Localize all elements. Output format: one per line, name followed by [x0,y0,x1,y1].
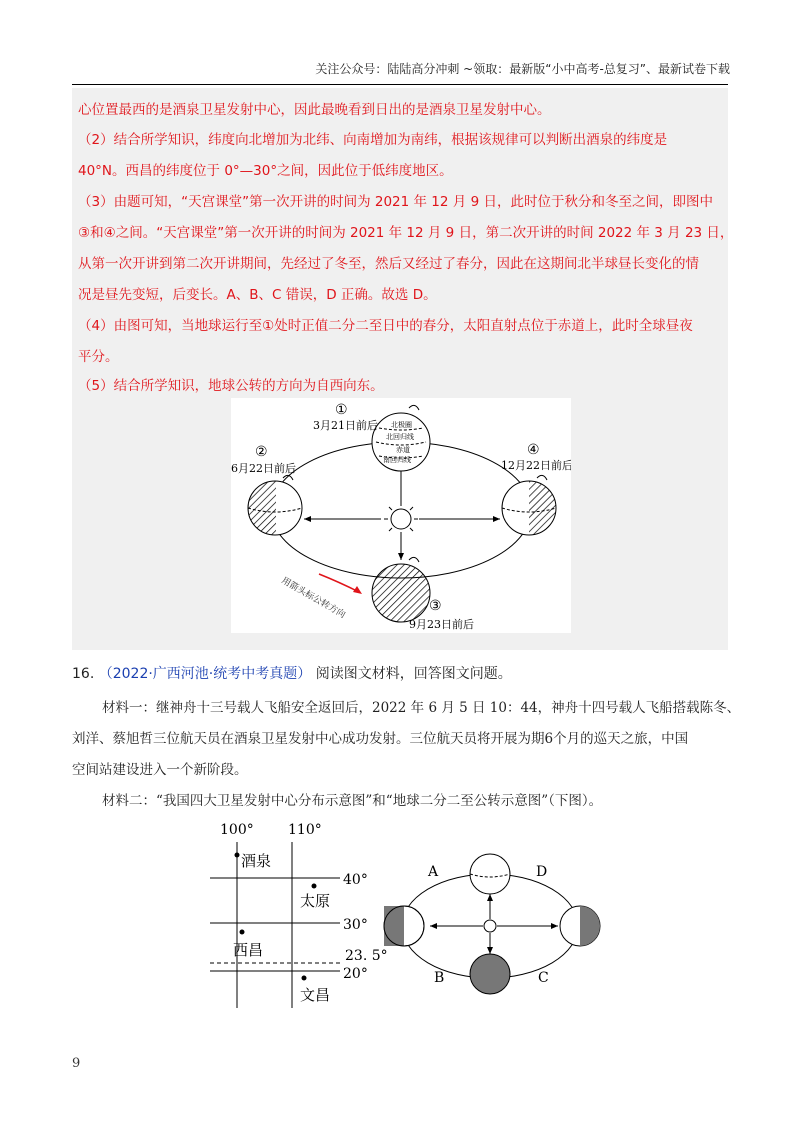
longitude-label: 110° [288,822,322,838]
material-line: 刘洋、蔡旭哲三位航天员在酒泉卫星发射中心成功发射。三位航天员将开展为期6个月的巡天之旅，中国 [72,731,689,747]
position-number: ② [255,444,268,460]
city-label: 太原 [300,892,331,910]
material-line: 材料二：“我国四大卫星发射中心分布示意图”和“地球二分二至公转示意图”（下图）。 [102,793,603,809]
page-number: 9 [72,1056,81,1071]
position-number: ① [335,402,348,418]
date-label: 6月22日前后 [231,462,296,475]
material-line: 材料一：继神舟十三号载人飞船安全返回后，2022 年 6 月 5 日 10：44，神舟十四号载人飞船搭载陈冬、 [102,700,741,716]
answer-line: （3）由题可知，“天宫课堂”第一次开讲的时间为 2021 年 12 月 9 日，此时位于秋分和冬至之间，即图中 [78,194,713,210]
orbit-label: D [536,864,548,880]
material-line: 空间站建设进入一个新阶段。 [72,762,248,778]
latitude-label: 40° [343,872,368,888]
date-label: 12月22日前后 [501,459,571,472]
position-number: ④ [527,442,540,458]
answer-line: 况是昼先变短，后变长。A、B、C 错误，D 正确。故选 D。 [78,287,437,303]
revolution-arrow [319,574,359,592]
lat-label: 南回归线 [383,456,411,464]
city-label: 西昌 [233,941,264,959]
lat-label: 北极圈 [391,421,412,429]
latitude-label: 23. 5° [345,948,388,964]
answer-line: （4）由图可知，当地球运行至①处时正值二分二至日中的春分，太阳直射点位于赤道上，此时全球昼夜 [78,318,693,334]
answer-line: （2）结合所学知识，纬度向北增加为北纬、向南增加为南纬，根据该规律可以判断出酒泉的纬度是 [78,132,668,148]
page-header: 关注公众号：陆陆高分冲刺 ~领取：最新版“小中高考-总复习”、最新试卷下载 [315,62,730,76]
latitude-label: 20° [343,966,368,982]
city-label: 文昌 [300,986,331,1004]
launch-centers-and-orbit-figure [200,818,610,1008]
orbit-label: A [428,864,439,880]
orbit-label: B [434,970,445,986]
lat-label: 北回归线 [386,433,414,441]
orbit-diagram-seasons [231,398,571,633]
date-label: 3月21日前后 [313,419,378,432]
answer-line: 心位置最西的是酒泉卫星发射中心，因此最晚看到日出的是酒泉卫星发射中心。 [78,102,551,118]
answer-line: 平分。 [78,349,119,365]
orbit-label: C [538,970,549,986]
lat-label: 赤道 [396,446,410,454]
answer-line: 40°N。西昌的纬度位于 0°—30°之间，因此位于低纬度地区。 [78,163,453,179]
question-source: （2022·广西河池·统考中考真题） [98,666,312,682]
launch-center-map [210,822,388,1008]
question-number: 16. [72,666,95,682]
city-label: 酒泉 [241,852,272,870]
earth-position-1 [372,405,430,471]
earth-position-4 [502,475,557,535]
earth-position-3 [372,557,430,622]
date-label: 9月23日前后 [409,618,474,631]
earth-position-2 [248,475,302,535]
header-rule [72,84,728,85]
sun-icon [384,502,418,536]
latitude-label: 30° [343,917,368,933]
answer-line: ③和④之间。“天宫课堂”第一次开讲的时间为 2021 年 12 月 9 日，第二次开讲的时间 2022 年 3 月 23 日， [78,225,734,241]
orbit-diagram-abcd [384,854,600,994]
arrow-note: 用箭头标公转方向 [279,575,347,621]
position-number: ③ [429,598,442,614]
question-title [72,663,512,683]
question-prompt: 阅读图文材料，回答图文问题。 [315,666,512,682]
answer-line: 从第一次开讲到第二次开讲期间，先经过了冬至，然后又经过了春分，因此在这期间北半球昼长变化的情 [78,256,699,272]
longitude-label: 100° [220,822,254,838]
answer-line: （5）结合所学知识，地球公转的方向为自西向东。 [78,378,384,394]
